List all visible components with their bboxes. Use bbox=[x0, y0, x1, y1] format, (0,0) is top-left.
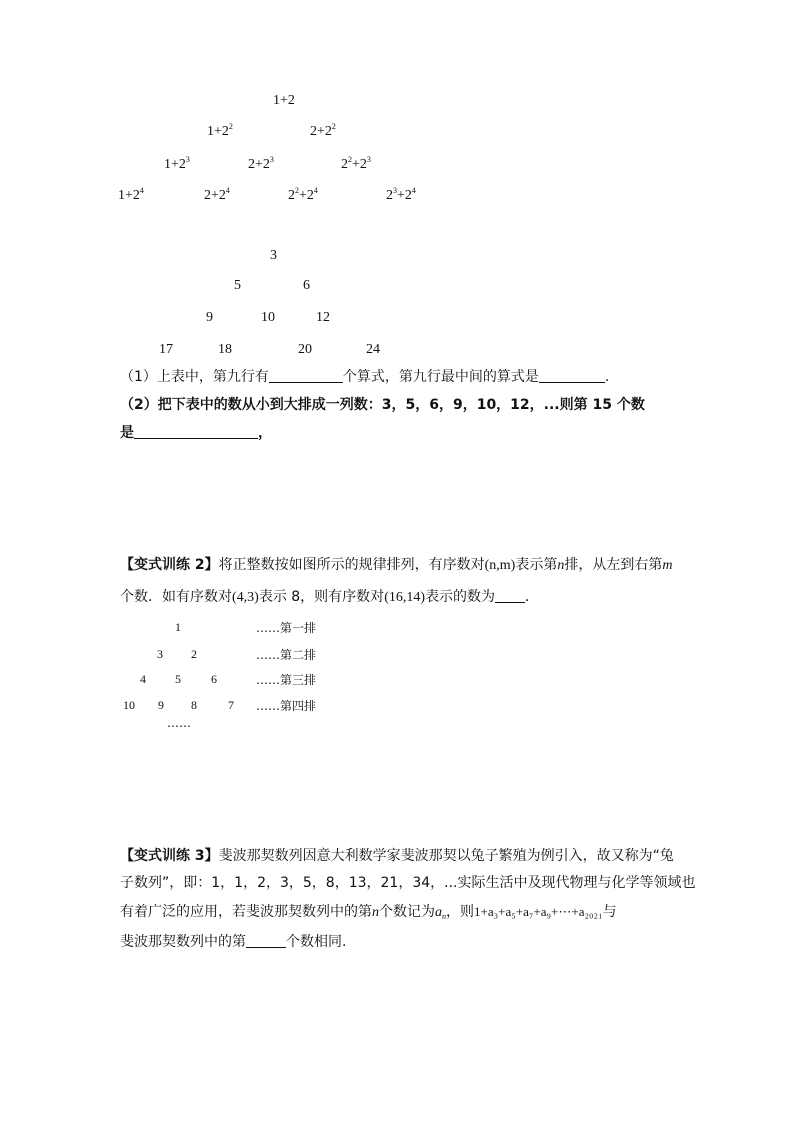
expr-r2c2: $2+2^2$ bbox=[310, 122, 336, 139]
arr-r3c2: 5 bbox=[175, 672, 181, 686]
expr-r3c1: $1+2^3$ bbox=[164, 155, 190, 172]
exercise-3-line4: 斐波那契数列中的第 个数相同. bbox=[120, 934, 347, 950]
arr-r4c2: 9 bbox=[158, 698, 164, 712]
arr-r4-label: ……第四排 bbox=[256, 699, 317, 713]
series-formula: 1+a₃+a₅+a₇+a₉+⋯+a₂₀₂₁ bbox=[474, 904, 603, 919]
exercise-3-line2: 子数列”，即：1，1，2，3，5，8，13，21，34，...实际生活中及现代物理与化学等领域也 bbox=[120, 875, 696, 891]
arr-r1-label: ……第一排 bbox=[256, 621, 317, 635]
arr-r4c3: 8 bbox=[191, 698, 197, 712]
exercise-2-line2: 个数．如有序数对(4,3)表示 8，则有序数对(16,14)表示的数为 ． bbox=[120, 589, 540, 605]
exercise-2-line1: 【变式训练 2】将正整数按如图所示的规律排列，有序数对(n,m)表示第n排，从左到右第m bbox=[120, 557, 673, 573]
num-r3c3: 12 bbox=[316, 310, 330, 325]
expr-r4c1: $1+2^4$ bbox=[118, 186, 144, 203]
question-2-line1: （2）把下表中的数从小到大排成一列数：3，5，6，9，10，12，...则第 15 个数 bbox=[120, 397, 645, 413]
arr-r2-label: ……第二排 bbox=[256, 648, 317, 662]
arr-r2c1: 3 bbox=[157, 647, 163, 661]
arr-r1c1: 1 bbox=[175, 620, 181, 634]
arr-r2c2: 2 bbox=[191, 647, 197, 661]
arr-r4c4: 7 bbox=[228, 698, 234, 712]
arr-r3-label: ……第三排 bbox=[256, 673, 317, 687]
expr-r4c2: $2+2^4$ bbox=[204, 186, 230, 203]
num-r1c1: 3 bbox=[270, 248, 277, 263]
num-r3c2: 10 bbox=[261, 310, 275, 325]
expr-r1c1: 1+2 bbox=[273, 93, 295, 108]
exercise-3-line3: 有着广泛的应用，若斐波那契数列中的第n个数记为$a_n$，则1+a₃+a₅+a₇+a₉+⋯+a₂₀₂₁与 bbox=[120, 904, 617, 921]
num-r4c1: 17 bbox=[159, 342, 173, 357]
answer-blank-1b[interactable] bbox=[539, 370, 605, 383]
num-r3c1: 9 bbox=[206, 310, 213, 325]
num-r4c4: 24 bbox=[366, 342, 380, 357]
question-1: （1）上表中，第九行有 个算式，第九行最中间的算式是 . bbox=[120, 369, 610, 385]
expr-r3c3: $2^2+2^3$ bbox=[341, 155, 371, 172]
arr-r3c3: 6 bbox=[211, 672, 217, 686]
arr-ellipsis: …… bbox=[167, 716, 191, 730]
exercise-3-line1: 【变式训练 3】斐波那契数列因意大利数学家斐波那契以兔子繁殖为例引入，故又称为“兔 bbox=[120, 848, 674, 864]
num-r2c1: 5 bbox=[234, 278, 241, 293]
question-2-line2: 是 ， bbox=[120, 425, 272, 441]
expr-r4c3: $2^2+2^4$ bbox=[288, 186, 318, 203]
expr-r3c2: $2+2^3$ bbox=[248, 155, 274, 172]
answer-blank-2[interactable] bbox=[134, 426, 258, 439]
exercise-3-tag: 【变式训练 3】 bbox=[120, 848, 219, 864]
expr-r4c4: $2^3+2^4$ bbox=[386, 186, 416, 203]
num-r4c3: 20 bbox=[298, 342, 312, 357]
num-r4c2: 18 bbox=[218, 342, 232, 357]
answer-blank-ex2[interactable] bbox=[495, 590, 525, 603]
answer-blank-ex3[interactable] bbox=[246, 935, 286, 948]
num-r2c2: 6 bbox=[303, 278, 310, 293]
expr-r2c1: $1+2^2$ bbox=[207, 122, 233, 139]
exercise-2-tag: 【变式训练 2】 bbox=[120, 557, 219, 573]
arr-r3c1: 4 bbox=[140, 672, 146, 686]
answer-blank-1a[interactable] bbox=[269, 370, 343, 383]
arr-r4c1: 10 bbox=[123, 698, 135, 712]
